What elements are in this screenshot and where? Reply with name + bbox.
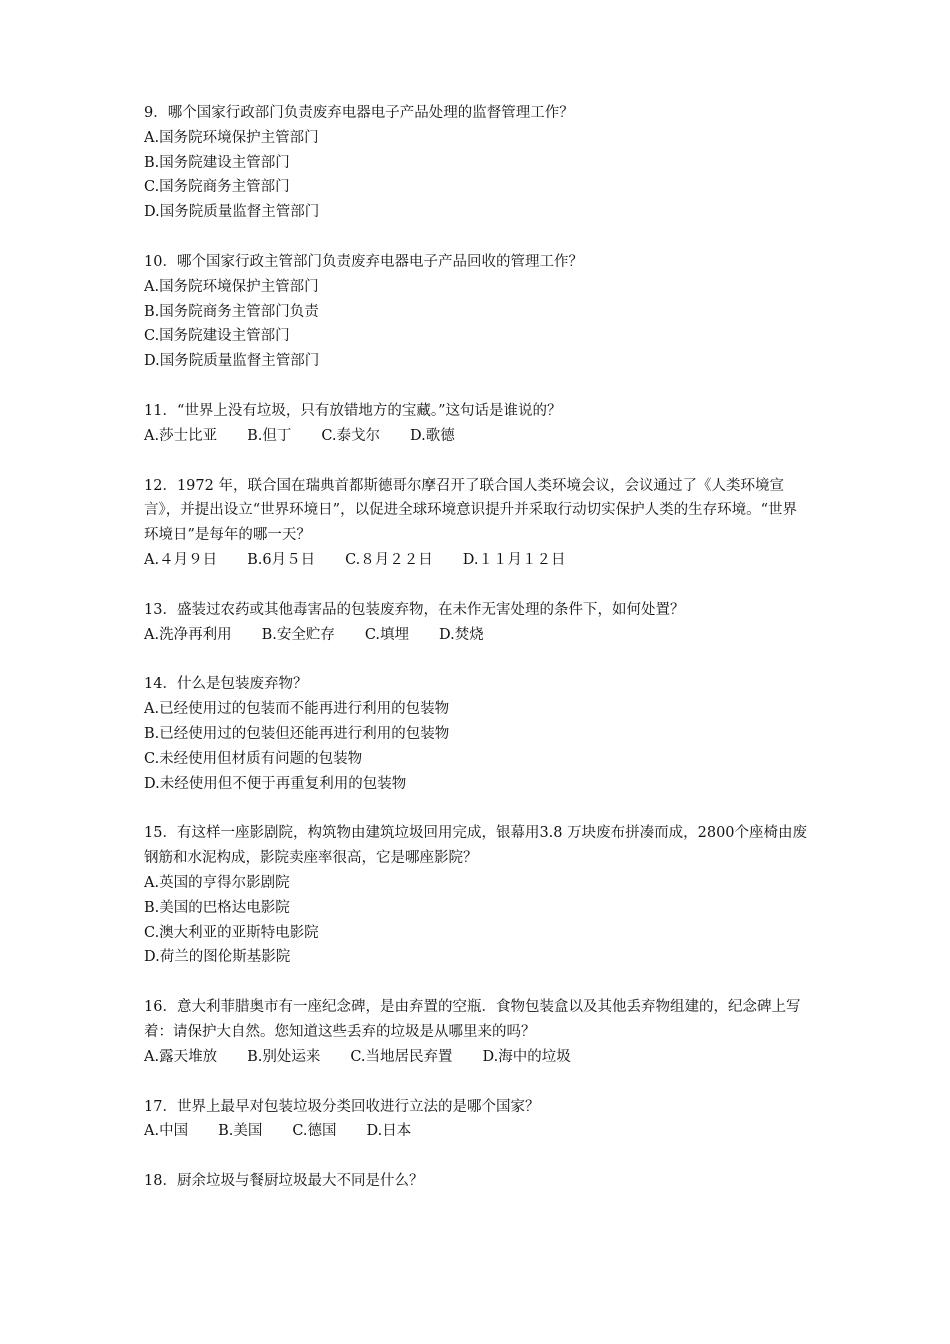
question-16	[144, 995, 810, 1069]
answer-option: C.国务院建设主管部门	[144, 328, 290, 345]
answer-option: A.已经使用过的包装而不能再进行利用的包装物	[144, 701, 450, 718]
option-row	[144, 1045, 810, 1070]
answer-option: D.海中的垃圾	[482, 1048, 571, 1065]
answer-option: D.荷兰的图伦斯基影院	[144, 949, 291, 966]
question-17	[144, 1095, 810, 1145]
answer-option: D.１１月１２日	[462, 551, 566, 568]
option-row	[144, 548, 810, 573]
answer-option: A.中国	[144, 1123, 189, 1140]
option-row	[144, 424, 810, 449]
answer-option: D.未经使用但不便于再重复利用的包装物	[144, 775, 407, 792]
answer-option: B.已经使用过的包装但还能再进行利用的包装物	[144, 725, 450, 742]
answer-option: A.洗净再利用	[144, 626, 232, 643]
question-15	[144, 821, 810, 970]
answer-option: C.泰戈尔	[321, 427, 381, 444]
answer-option: A.英国的亨得尔影剧院	[144, 874, 290, 891]
question-stem: 11．“世界上没有垃圾，只有放错地方的宝藏。”这句话是谁说的？	[144, 402, 562, 419]
answer-option: B.别处运来	[247, 1048, 321, 1065]
question-10	[144, 250, 810, 374]
answer-option: B.国务院建设主管部门	[144, 154, 290, 171]
question-stem: 17．世界上最早对包装垃圾分类回收进行立法的是哪个国家？	[144, 1098, 540, 1115]
question-list	[144, 101, 810, 1219]
answer-option: B.但丁	[247, 427, 292, 444]
answer-option: B.美国	[218, 1123, 263, 1140]
answer-option: A.国务院环境保护主管部门	[144, 129, 319, 146]
option-row	[144, 1119, 810, 1144]
question-stem: 18．厨余垃圾与餐厨垃圾最大不同是什么？	[144, 1173, 424, 1190]
question-18	[144, 1169, 810, 1194]
question-stem: 10．哪个国家行政主管部门负责废弃电器电子产品回收的管理工作？	[144, 253, 583, 270]
answer-option: A.露天堆放	[144, 1048, 218, 1065]
answer-option: B.安全贮存	[261, 626, 335, 643]
answer-option: D.日本	[366, 1123, 412, 1140]
answer-option: C.填埋	[364, 626, 410, 643]
answer-option: D.焚烧	[439, 626, 484, 643]
answer-option: C.当地居民弃置	[350, 1048, 453, 1065]
question-stem: 13．盛装过农药或其他毒害品的包装废弃物，在未作无害处理的条件下，如何处置？	[144, 601, 685, 618]
answer-option: C.８月２２日	[345, 551, 433, 568]
question-9	[144, 101, 810, 225]
question-stem: 15．有这样一座影剧院，构筑物由建筑垃圾回用完成，银幕用3.8 万块废布拼凑而成，2800个座椅由废钢筋和水泥构成，影院卖座率很高，它是哪座影院？	[144, 825, 808, 867]
question-stem: 9．哪个国家行政部门负责废弃电器电子产品处理的监督管理工作？	[144, 105, 574, 121]
question-stem: 16．意大利菲腊奥市有一座纪念碑，是由弃置的空瓶．食物包装盒以及其他丢弃物组建的，纪念碑上写着：请保护大自然。您知道这些丢弃的垃圾是从哪里来的吗？	[144, 999, 801, 1040]
answer-option: D.国务院质量监督主管部门	[144, 204, 320, 221]
question-11	[144, 399, 810, 449]
answer-option: A.莎士比亚	[144, 427, 218, 444]
answer-option: B.国务院商务主管部门负责	[144, 303, 319, 320]
answer-option: A.国务院环境保护主管部门	[144, 278, 319, 295]
question-stem: 14．什么是包装废弃物？	[144, 676, 308, 693]
answer-option: B.6月５日	[247, 551, 316, 568]
question-stem: 12．1972 年，联合国在瑞典首都斯德哥尔摩召开了联合国人类环境会议，会议通过了《人类环境宣言》，并提出设立“世界环境日”，以促进全球环境意识提升并采取行动切实保护人类的生存环境。“世界环境日”是每年的哪一天？	[144, 477, 797, 544]
question-12	[144, 474, 810, 573]
question-13	[144, 598, 810, 648]
answer-option: C.国务院商务主管部门	[144, 179, 290, 196]
answer-option: D.歌德	[410, 427, 455, 444]
answer-option: C.未经使用但材质有问题的包装物	[144, 750, 363, 767]
option-row	[144, 623, 810, 648]
answer-option: B.美国的巴格达电影院	[144, 899, 290, 916]
answer-option: C.澳大利亚的亚斯特电影院	[144, 924, 319, 941]
answer-option: A.４月９日	[144, 551, 218, 568]
answer-option: C.德国	[292, 1123, 337, 1140]
question-14	[144, 672, 810, 796]
answer-option: D.国务院质量监督主管部门	[144, 353, 320, 370]
